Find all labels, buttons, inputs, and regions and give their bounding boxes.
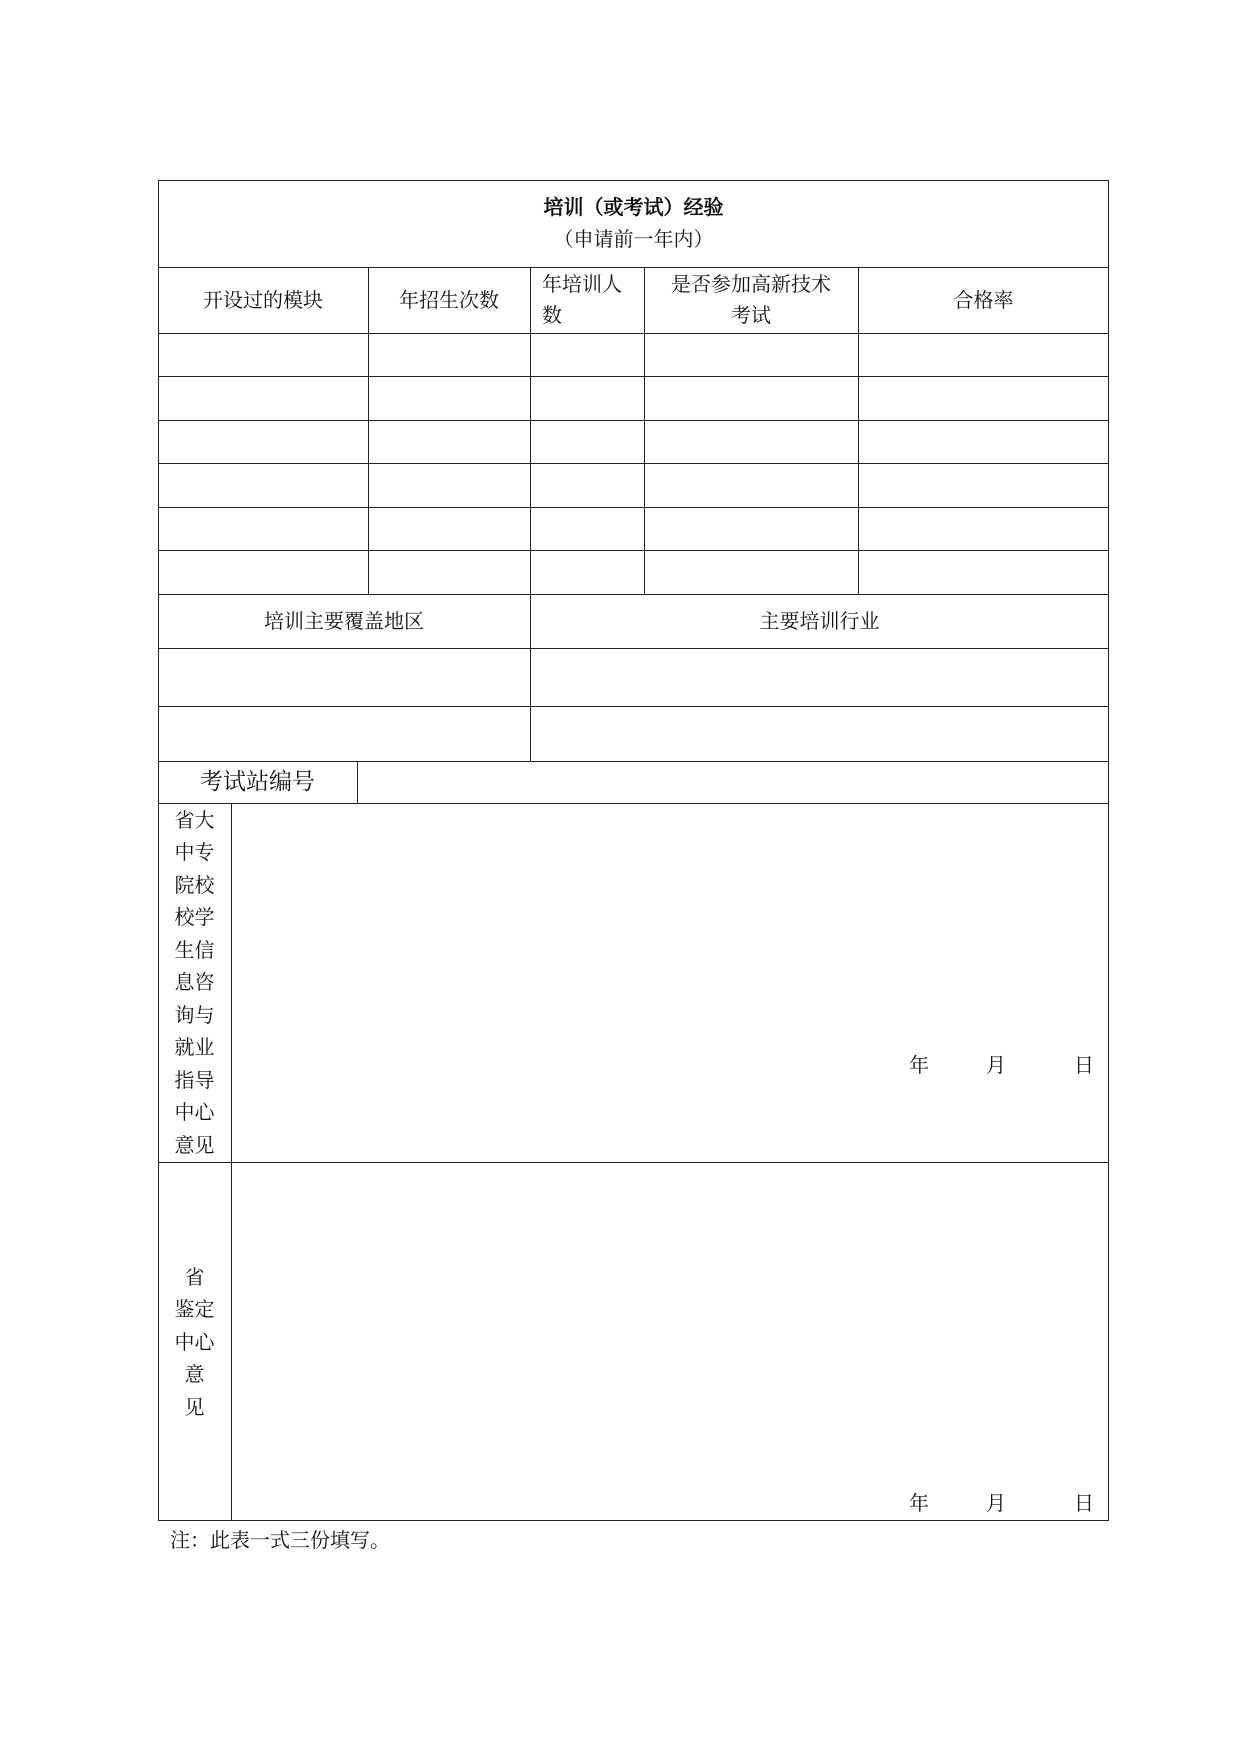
opinion1-char: 省大	[174, 807, 215, 832]
col-divider	[231, 803, 232, 1521]
header-trainees-line1: 年培训人	[542, 272, 622, 296]
opinion2-date-month: 月	[986, 1491, 1006, 1515]
opinion1-char: 中心	[174, 1100, 215, 1125]
row-divider	[158, 463, 1109, 464]
opinion1-date-day: 日	[1074, 1053, 1094, 1077]
header-pass-rate: 合格率	[953, 288, 1014, 312]
header-modules: 开设过的模块	[203, 288, 323, 312]
form-title: 培训（或考试）经验	[543, 195, 724, 219]
row-divider	[158, 333, 1109, 334]
header-trainees	[530, 267, 644, 333]
header-trainees-line2: 数	[542, 303, 562, 327]
opinion1-char: 院校	[174, 872, 215, 897]
opinion1-char: 生信	[174, 937, 215, 962]
opinion1-char: 校学	[174, 905, 215, 930]
opinion1-date-year: 年	[909, 1053, 929, 1077]
opinion1-char: 就业	[174, 1035, 215, 1060]
header-enrollment-count: 年招生次数	[399, 288, 499, 312]
header-coverage-area: 培训主要覆盖地区	[264, 609, 424, 633]
opinion1-label	[158, 803, 231, 1162]
header-hightech-line2: 考试	[731, 303, 771, 327]
row-divider	[158, 706, 1109, 707]
form-subtitle: （申请前一年内）	[553, 227, 714, 251]
row-divider	[158, 550, 1109, 551]
opinion1-char: 息咨	[174, 970, 215, 995]
opinion2-date-day: 日	[1074, 1491, 1094, 1515]
footnote: 注：此表一式三份填写。	[170, 1528, 390, 1552]
row-divider	[158, 648, 1109, 649]
row-divider	[158, 507, 1109, 508]
opinion2-label	[158, 1257, 231, 1427]
opinion2-char: 鉴定	[174, 1297, 215, 1322]
col-divider	[357, 761, 358, 803]
station-number-label: 考试站编号	[200, 769, 315, 795]
opinion1-date-month: 月	[986, 1053, 1006, 1077]
header-hightech-exam	[644, 267, 858, 333]
opinion2-char: 省	[184, 1264, 205, 1289]
opinion1-char: 询与	[174, 1002, 215, 1027]
opinion2-date-year: 年	[909, 1491, 929, 1515]
row-divider	[158, 376, 1109, 377]
header-main-industry: 主要培训行业	[759, 609, 880, 633]
opinion1-char: 中专	[174, 840, 215, 865]
opinion1-char: 意见	[174, 1132, 215, 1157]
opinion2-char: 中心	[174, 1329, 215, 1354]
row-divider	[158, 803, 1109, 804]
opinion1-char: 指导	[174, 1067, 215, 1092]
form-table	[158, 180, 1109, 1521]
opinion2-char: 意	[184, 1362, 205, 1387]
row-divider	[158, 420, 1109, 421]
header-hightech-line1: 是否参加高新技术	[671, 272, 831, 296]
col-divider	[530, 267, 531, 761]
row-divider	[158, 1162, 1109, 1163]
opinion2-char: 见	[184, 1394, 205, 1419]
